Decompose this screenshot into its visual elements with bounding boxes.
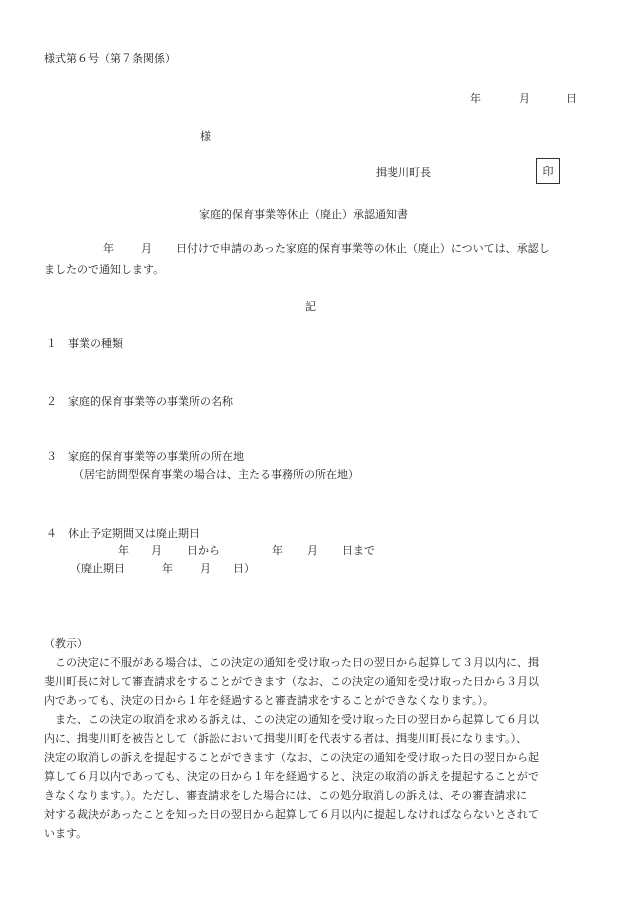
item-3-label: 家庭的保育事業等の事業所の所在地 bbox=[68, 450, 244, 463]
notice-line: います。 bbox=[44, 827, 88, 840]
item-1-number: １ bbox=[46, 337, 57, 350]
notice-line: また、この決定の取消を求める訴えは、この決定の通知を受け取った日の翌日から起算して６月以 bbox=[44, 713, 539, 726]
document-title: 家庭的保育事業等休止（廃止）承認通知書 bbox=[199, 208, 408, 221]
notice-line: 算して６月以内であっても、決定の日から１年を経過すると、決定の取消の訴えを提起することがで bbox=[44, 770, 539, 783]
date-day: 日 bbox=[566, 92, 577, 105]
period-month-2: 月 bbox=[307, 544, 318, 557]
date-month: 月 bbox=[519, 92, 530, 105]
item-1-label: 事業の種類 bbox=[68, 337, 123, 350]
intro-month: 月 bbox=[141, 242, 152, 255]
addressee-suffix: 様 bbox=[200, 130, 211, 143]
notice-line: 斐川町長に対して審査請求をすることができます（なお、この決定の通知を受け取った日から３月以 bbox=[44, 675, 539, 688]
period-year-1: 年 bbox=[118, 544, 129, 557]
abolition-month: 月 bbox=[200, 562, 211, 575]
form-number: 様式第６号（第７条関係） bbox=[44, 52, 176, 65]
period-month-1: 月 bbox=[151, 544, 162, 557]
intro-line1: 日付けで申請のあった家庭的保育事業等の休止（廃止）については、承認し bbox=[176, 242, 550, 255]
item-2-number: ２ bbox=[46, 395, 57, 408]
notice-line: 内に、揖斐川町を被告として（訴訟において揖斐川町を代表する者は、揖斐川町長になります。）、 bbox=[44, 732, 528, 745]
item-4-number: ４ bbox=[46, 527, 57, 540]
notice-line: 内であっても、決定の日から１年を経過すると審査請求をすることができなくなります。）。 bbox=[44, 694, 495, 707]
notice-heading: （教示） bbox=[44, 637, 88, 650]
abolition-prefix: （廃止期日 bbox=[70, 562, 125, 575]
notice-line: きなくなります。）。ただし、審査請求をした場合には、この処分取消しの訴えは、その審査請求に bbox=[44, 789, 528, 802]
item-4-label: 休止予定期間又は廃止期日 bbox=[68, 527, 200, 540]
period-year-2: 年 bbox=[272, 544, 283, 557]
intro-year: 年 bbox=[103, 242, 114, 255]
notice-line: 対する裁決があったことを知った日の翌日から起算して６月以内に提起しなければならないとされて bbox=[44, 808, 539, 821]
period-day-from: 日から bbox=[187, 544, 220, 557]
item-2-label: 家庭的保育事業等の事業所の名称 bbox=[68, 395, 233, 408]
abolition-year: 年 bbox=[162, 562, 173, 575]
issuer-name: 揖斐川町長 bbox=[376, 166, 431, 179]
date-year: 年 bbox=[470, 92, 481, 105]
abolition-day: 日） bbox=[233, 562, 255, 575]
item-3-number: ３ bbox=[46, 450, 57, 463]
item-3-sub: （居宅訪問型保育事業の場合は、主たる事務所の所在地） bbox=[73, 468, 359, 481]
seal-box: 印 bbox=[536, 158, 560, 184]
intro-line2: ましたので通知します。 bbox=[44, 263, 165, 276]
notice-line: この決定に不服がある場合は、この決定の通知を受け取った日の翌日から起算して３月以内に、揖 bbox=[44, 656, 539, 669]
ki-marker: 記 bbox=[305, 300, 316, 313]
period-day-to: 日まで bbox=[342, 544, 375, 557]
notice-line: 決定の取消しの訴えを提起することができます（なお、この決定の通知を受け取った日の翌日から起 bbox=[44, 751, 539, 764]
